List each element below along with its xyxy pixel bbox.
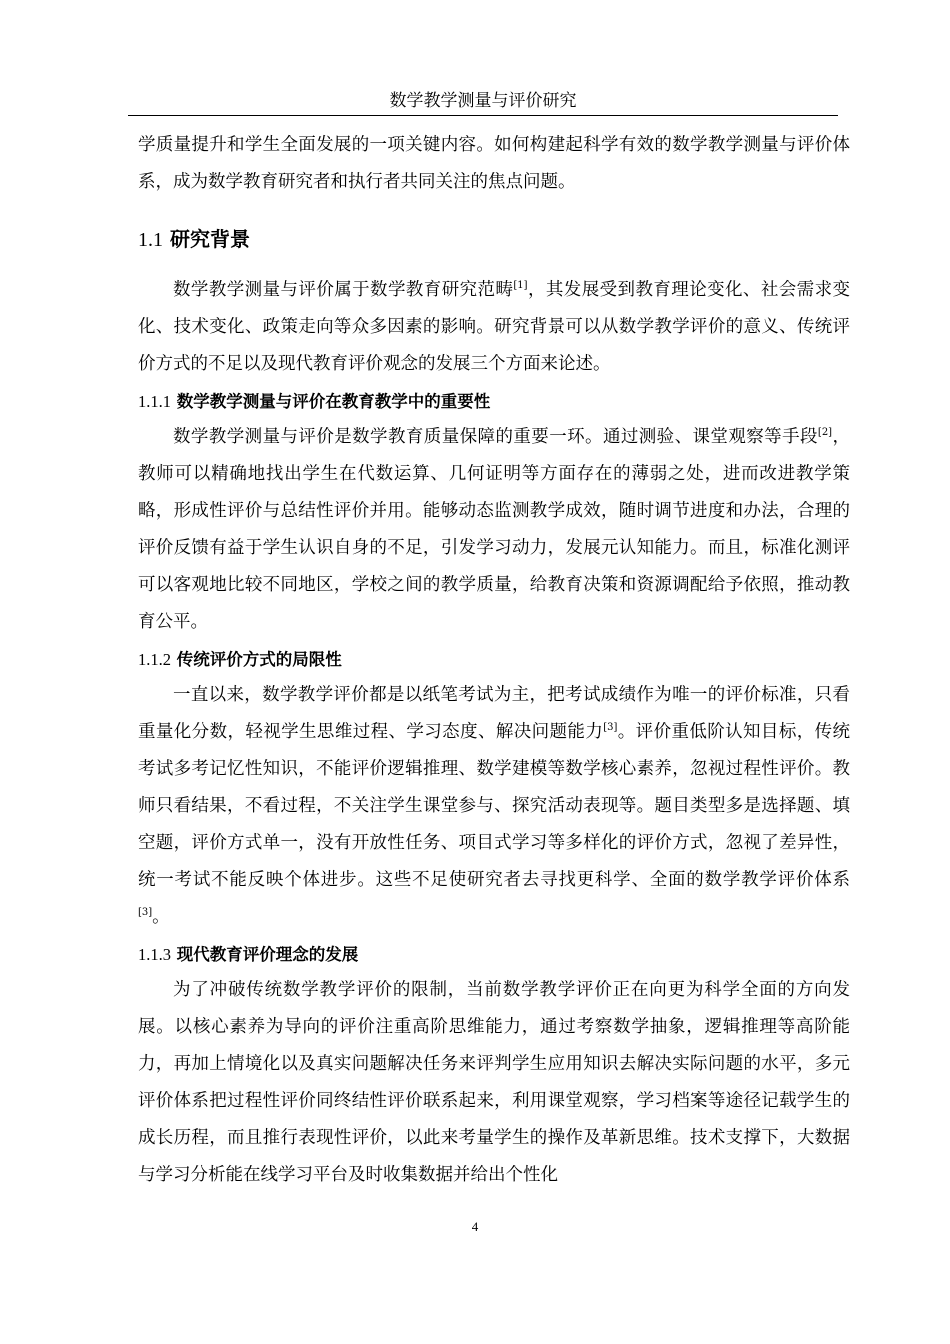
section-title: 研究背景: [169, 227, 250, 251]
citation-ref: [3]: [138, 907, 153, 918]
section-text-b: ，其发展受到教育理论变化、社会需求变化、技术变化、政策走向等众多因素的影响。研究背景可以从数学教学评价的意义、传统评价方式的不足以及现代教育评价观念的发展三个方面来论述。: [138, 280, 851, 374]
citation-ref: [2]: [817, 427, 833, 438]
subsection-heading-1: [138, 389, 850, 415]
subsection-title: 数学教学测量与评价在教育教学中的重要性: [176, 392, 491, 411]
section-text-a: 数学教学测量与评价属于数学教育研究范畴: [173, 280, 514, 300]
page-body: [138, 127, 850, 1194]
sub1-text-b: ，教师可以精确地找出学生在代数运算、几何证明等方面存在的薄弱之处，进而改进教学策略，形成性评价与总结性评价并用。能够动态监测教学成效，随时调节进度和办法，合理的评价反馈有益于学生认识自身的不足，引发学习动力，发展元认知能力。而且，标准化测评可以客观地比较不同地区，学校之间的教学质量，给教育决策和资源调配给予依照，推动教育公平。: [138, 427, 851, 632]
subsection-3-paragraph: 为了冲破传统数学教学评价的限制，当前数学教学评价正在向更为科学全面的方向发展。以核心素养为导向的评价注重高阶思维能力，通过考察数学抽象，逻辑推理等高阶能力，再加上情境化以及真实问题解决任务来评判学生应用知识去解决实际问题的水平，多元评价体系把过程性评价同终结性评价联系起来，利用课堂观察，学习档案等途径记载学生的成长历程，而且推行表现性评价，以此来考量学生的操作及革新思维。技术支撑下，大数据与学习分析能在线学习平台及时收集数据并给出个性化: [138, 980, 850, 1185]
subsection-heading-2: [138, 647, 850, 673]
sub2-text-b: 。评价重低阶认知目标，传统考试多考记忆性知识，不能评价逻辑推理、数学建模等数学核心素养，忽视过程性评价。教师只看结果，不看过程，不关注学生课堂参与、探究活动表现等。题目类型多是选择题、填空题，评价方式单一，没有开放性任务、项目式学习等多样化的评价方式，忽视了差异性，统一考试不能反映个体进步。这些不足使研究者去寻找更科学、全面的数学教学评价体系: [138, 722, 850, 890]
sub2-text-c: 。: [152, 907, 170, 927]
subsection-1-paragraph: [138, 419, 850, 641]
citation-ref: [1]: [513, 280, 528, 291]
section-paragraph: [138, 272, 850, 383]
subsection-number: 1.1.1: [138, 392, 171, 411]
section-heading: [138, 227, 850, 252]
subsection-title: 传统评价方式的局限性: [176, 650, 342, 669]
subsection-2-paragraph: [138, 677, 850, 936]
section-number: 1.1: [138, 229, 163, 251]
sub2-text-a: 一直以来，数学教学评价都是以纸笔考试为主，把考试成绩作为唯一的评价标准，只看重量化分数，轻视学生思维过程、学习态度、解决问题能力: [138, 685, 850, 742]
subsection-heading-3: [138, 942, 850, 968]
citation-ref: [3]: [603, 722, 618, 733]
intro-paragraph: 学质量提升和学生全面发展的一项关键内容。如何构建起科学有效的数学教学测量与评价体系，成为数学教育研究者和执行者共同关注的焦点问题。: [138, 135, 850, 192]
header-divider: [128, 115, 838, 116]
subsection-title: 现代教育评价理念的发展: [176, 945, 359, 964]
running-header: 数学教学测量与评价研究: [389, 91, 577, 111]
page-number: 4: [471, 1219, 479, 1234]
sub1-text-a: 数学教学测量与评价是数学教育质量保障的重要一环。通过测验、课堂观察等手段: [173, 427, 818, 447]
subsection-number: 1.1.2: [138, 650, 171, 669]
subsection-number: 1.1.3: [138, 945, 171, 964]
